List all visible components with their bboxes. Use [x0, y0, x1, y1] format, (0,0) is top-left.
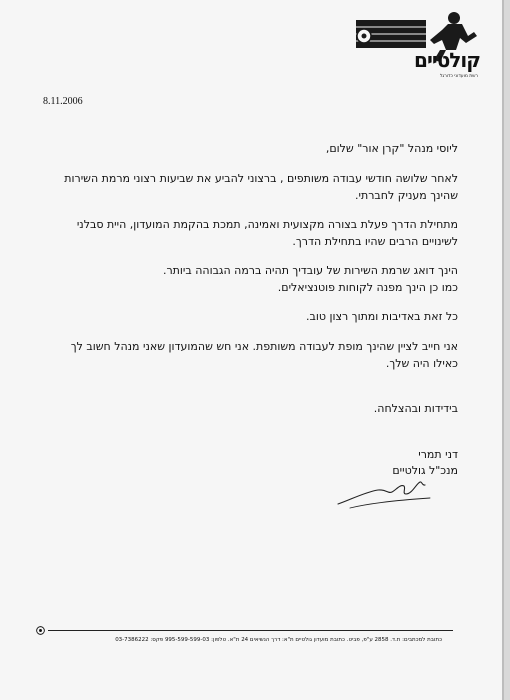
paragraph-2-line-2: לשינויים הרבים שהיו בתחילת הדרך. — [292, 235, 458, 248]
paragraph-5-line-1: אני חייב לציין שהינך מופת לעבודה משותפת. אני חש שהמועדון שאני מנהל חשוב לך — [70, 340, 458, 353]
company-logo — [350, 10, 480, 85]
logo-tagline: רשת מועדוני כדורגל — [439, 74, 478, 79]
signer-title: מנכ"ל גולטיים — [392, 464, 458, 477]
footer-rule — [48, 630, 453, 631]
paragraph-4: כל זאת באדיבות ומתוך רצון טוב. — [305, 310, 458, 323]
letter-date: 8.11.2006 — [43, 96, 83, 107]
paragraph-3 — [163, 262, 458, 296]
logo-wordmark: קולטיים — [414, 48, 480, 72]
paragraph-1-line-1: לאחר שלושה חודשי עבודה משותפים , ברצוני להביע את שביעות רצוני מרמת השירות — [64, 172, 458, 185]
paragraph-1-line-2: שהינך מעניק לחברתי. — [355, 189, 458, 202]
paragraph-2-line-1: מתחילת הדרך פעלת בצורה מקצועית ואמינה, תמכת בהקמת המועדון, היית סבלני — [76, 218, 458, 231]
handwritten-signature — [330, 470, 440, 515]
paragraph-3-line-2: כמו כן הינך מפנה לקוחות פוטנציאלים. — [277, 281, 458, 294]
footer-address: כתובת למכתבים: ת.ד. 2858 ע"פ, פביט. כתובת מועדון גולטיים ת"א: דרך הנשיאים 24 ת"א. טלפון: 995-599-599-03 פקס: 03-7386222 — [115, 637, 442, 643]
soccer-ball-icon — [36, 626, 45, 635]
signer-name: דני תמרי — [418, 448, 458, 461]
paragraph-5 — [71, 338, 458, 372]
paragraph-1 — [64, 170, 458, 204]
paragraph-5-line-2: כאילו היה שלך. — [385, 357, 458, 370]
paragraph-2 — [77, 216, 458, 250]
closing: בידידות ובהצלחה. — [373, 402, 458, 415]
greeting: ליוסי מנהל "קרן אור" שלום, — [325, 142, 458, 155]
paragraph-3-line-1: הינך דואג שרמת השירות של עובדיך תהיה ברמה הגבוהה ביותר. — [162, 264, 458, 277]
